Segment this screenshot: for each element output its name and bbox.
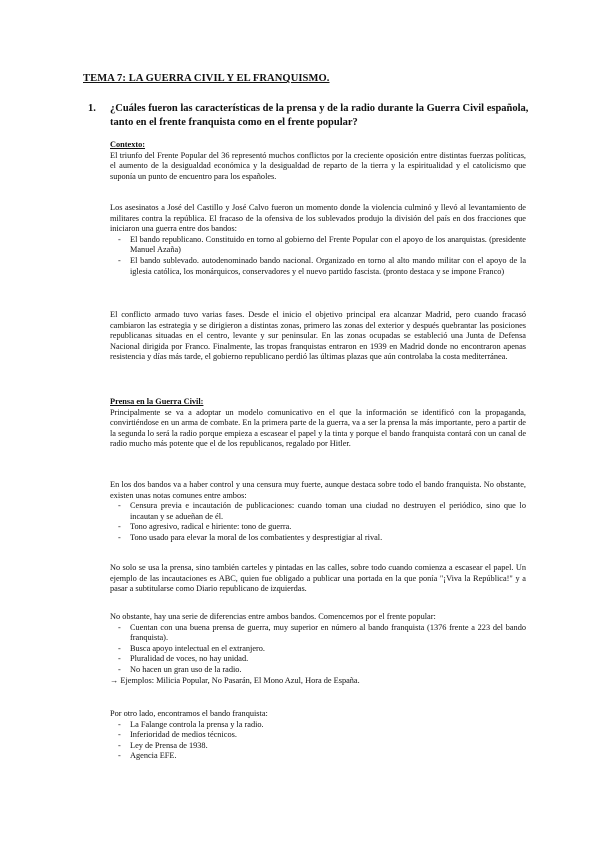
list-item: - Tono agresivo, radical e hiriente: tono de guerra. xyxy=(110,522,526,533)
contexto-heading: Contexto: xyxy=(110,140,146,149)
list-item: - Tono usado para elevar la moral de los combatientes y desprestigiar al rival. xyxy=(110,533,526,544)
list-item: - La Falange controla la prensa y la radio. xyxy=(110,720,526,731)
list-item: - El bando sublevado. autodenominado bando nacional. Organizado en torno al alto mando militar con el apoyo de la iglesia católica, los monárquicos, conservadores y el nuevo partido fascista. (pronto destaca y se impone Franco) xyxy=(110,256,526,277)
prensa-paragraph-4: No obstante, hay una serie de diferencias entre ambos bandos. Comencemos por el frente popular: xyxy=(110,612,436,621)
prensa-paragraph-3-block xyxy=(110,563,526,595)
comunes-list xyxy=(110,501,526,543)
prensa-paragraph-1: Principalmente se va a adoptar un modelo comunicativo en el que la información se identificó con la propaganda, convirtiéndose en un arma de combate. En la primera parte de la guerra, va a ser la prensa la más importante, pero a partir de la segunda lo será la radio porque empieza a escasear el papel y la tinta y porque el bando franquista contará con un canal de radio mucho más potente que el de los republicanos, regalado por Hitler. xyxy=(110,407,526,449)
prensa-heading: Prensa en la Guerra Civil: xyxy=(110,397,204,406)
prensa-paragraph-3: No solo se usa la prensa, sino también carteles y pintadas en las calles, sobre todo cuando comienza a escasear el papel. Un ejemplo de las incautaciones es ABC, quien fue obligado a publicar una portada en la que ponía "¡Viva la República!" y a pasar a subtitularse como Diario republicano de izquierdas. xyxy=(110,563,526,594)
contexto-paragraph-3: El conflicto armado tuvo varias fases. Desde el inicio el objetivo principal era alcanzar Madrid, pero cuando fracasó cambiaron las estrategia y se dirigieron a distintas zonas, primero las zonas del exterior y después quebrantar las posiciones republicanas situadas en el centro, levante y sur peninsular. En las zonas ocupadas se estableció una Junta de Defensa Nacional dirigida por Franco. Finalmente, las tropas franquistas entraron en 1939 en Madrid donde no encontraron apenas resistencia y días más tarde, el gobierno republicano perdió las últimas plazas que aún controlaba la costa mediterránea. xyxy=(110,310,526,362)
document-title: TEMA 7: LA GUERRA CIVIL Y EL FRANQUISMO. xyxy=(83,73,330,84)
contexto-paragraph-2: Los asesinatos a José del Castillo y José Calvo fueron un momento donde la violencia culminó y llevó al levantamiento de militares contra la república. El fracaso de la ofensiva de los sublevados produjo la división del país en dos fracciones que iniciaron una guerra entre dos bandos: xyxy=(110,203,526,234)
prensa-paragraph-2-block xyxy=(110,480,526,544)
ejemplos-line: → Ejemplos: Milicia Popular, No Pasarán, El Mono Azul, Hora de España. xyxy=(110,675,360,685)
list-item: - No hacen un gran uso de la radio. xyxy=(110,665,526,676)
franquista-list xyxy=(110,720,526,762)
list-item: - Pluralidad de voces, no hay unidad. xyxy=(110,654,526,665)
contexto-paragraph-1: El triunfo del Frente Popular del 36 representó muchos conflictos por la creciente oposición entre distintas fuerzas políticas, el aumento de la desigualdad económica y la desigualdad de reparto de la tierra y la espiritualidad y el catolicismo que suponía un punto de encuentro para los españoles. xyxy=(110,150,526,181)
prensa-section xyxy=(110,397,526,450)
prensa-paragraph-4-block xyxy=(110,612,526,686)
question-number: 1. xyxy=(88,103,96,114)
bandos-list xyxy=(110,235,526,277)
list-item: - Cuentan con una buena prensa de guerra, muy superior en número al bando franquista (1376 frente a 223 del bando franquista). xyxy=(110,623,526,644)
list-item: - Censura previa e incautación de publicaciones: cuando toman una ciudad no destruyen el periódico, sino que lo incautan y se adueñan de él. xyxy=(110,501,526,522)
contexto-paragraph-3-block xyxy=(110,310,526,363)
list-item: - El bando republicano. Constituido en torno al gobierno del Frente Popular con el apoyo de los anarquistas. (presidente Manuel Azaña) xyxy=(110,235,526,256)
list-item: - Ley de Prensa de 1938. xyxy=(110,741,526,752)
prensa-paragraph-2: En los dos bandos va a haber control y una censura muy fuerte, aunque destaca sobre todo el bando franquista. No obstante, existen unas notas comunes entre ambos: xyxy=(110,480,526,500)
prensa-paragraph-5-block xyxy=(110,709,526,762)
list-item: - Busca apoyo intelectual en el extranjero. xyxy=(110,644,526,655)
prensa-paragraph-5: Por otro lado, encontramos el bando franquista: xyxy=(110,709,268,718)
popular-list xyxy=(110,623,526,676)
list-item: - Inferioridad de medios técnicos. xyxy=(110,730,526,741)
question-text: ¿Cuáles fueron las características de la prensa y de la radio durante la Guerra Civil española, tanto en el frente franquista como en el frente popular? xyxy=(110,103,529,128)
list-item: - Agencia EFE. xyxy=(110,751,526,762)
contexto-paragraph-2-block xyxy=(110,203,526,277)
contexto-section xyxy=(110,140,526,182)
